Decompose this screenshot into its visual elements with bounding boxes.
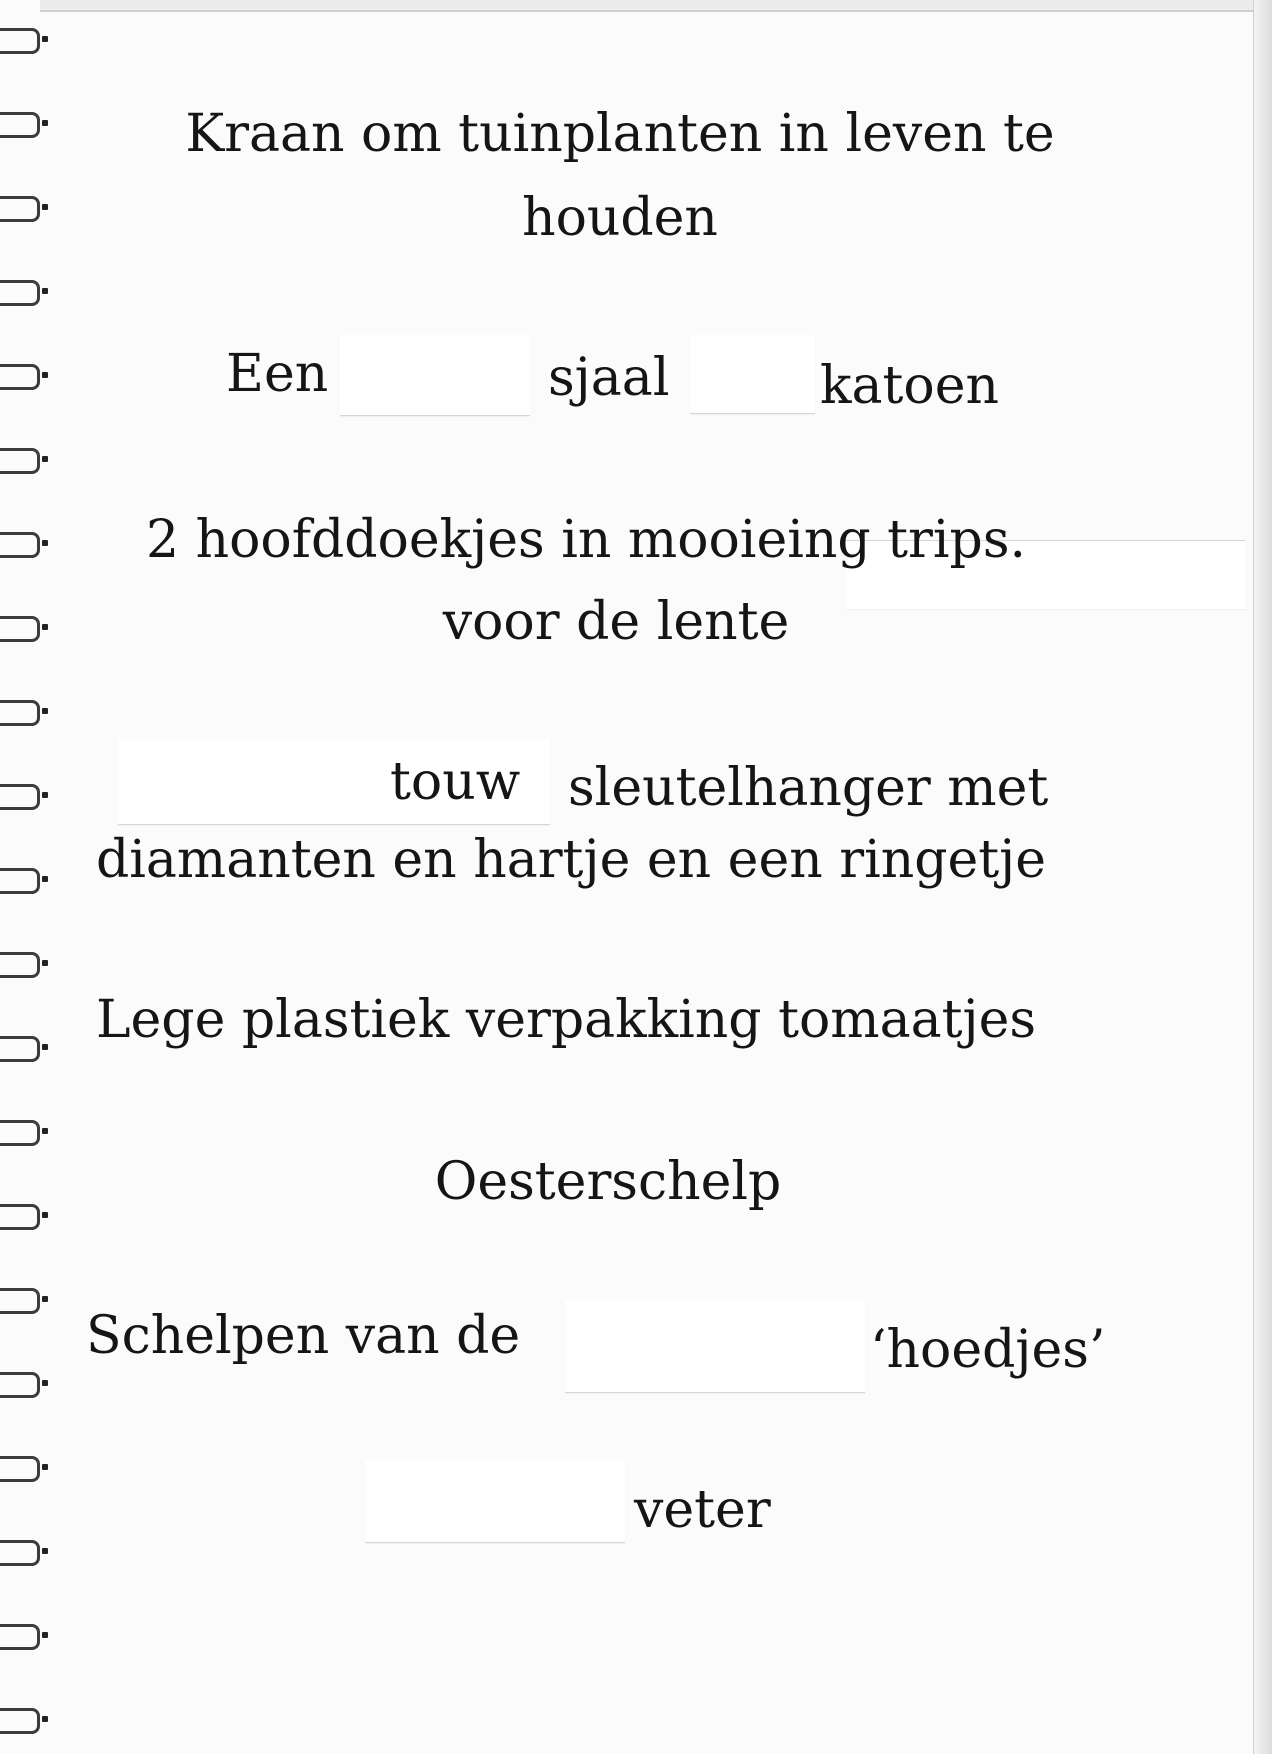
binding-ring bbox=[0, 1708, 40, 1734]
binding-hole bbox=[42, 792, 48, 798]
binding-hole bbox=[42, 1044, 48, 1050]
binding-hole bbox=[42, 372, 48, 378]
binding-ring bbox=[0, 1288, 40, 1314]
binding-ring bbox=[0, 784, 40, 810]
text-line: 2 hoofddoekjes in mooieing trips. bbox=[146, 510, 1027, 570]
binding-hole bbox=[42, 540, 48, 546]
pasted-label-strip bbox=[690, 335, 815, 414]
pasted-label-strip bbox=[565, 1300, 865, 1393]
text-line: veter bbox=[634, 1480, 771, 1540]
binding-ring bbox=[0, 868, 40, 894]
binding-ring bbox=[0, 952, 40, 978]
pasted-label-strip bbox=[340, 335, 530, 416]
text-line: Oesterschelp bbox=[434, 1152, 782, 1212]
binding-hole bbox=[42, 1464, 48, 1470]
binding-hole bbox=[42, 1296, 48, 1302]
text-line: Een bbox=[226, 344, 329, 404]
binding-hole bbox=[42, 1212, 48, 1218]
binding-hole bbox=[42, 288, 48, 294]
text-line: sjaal bbox=[548, 348, 670, 408]
binding-hole bbox=[42, 1716, 48, 1722]
text-line: touw bbox=[390, 752, 521, 812]
pasted-label-strip bbox=[365, 1460, 625, 1543]
binding-ring bbox=[0, 700, 40, 726]
binding-ring bbox=[0, 1456, 40, 1482]
text-line: katoen bbox=[820, 356, 999, 416]
binding-hole bbox=[42, 960, 48, 966]
text-line: sleutelhanger met bbox=[568, 758, 1049, 818]
binding-hole bbox=[42, 456, 48, 462]
text-line: Kraan om tuinplanten in leven te bbox=[185, 104, 1055, 164]
spiral-binding bbox=[0, 0, 58, 1754]
binding-ring bbox=[0, 28, 40, 54]
binding-ring bbox=[0, 280, 40, 306]
binding-ring bbox=[0, 1120, 40, 1146]
text-line: houden bbox=[522, 188, 718, 248]
text-line: Schelpen van de bbox=[86, 1306, 521, 1366]
binding-hole bbox=[42, 1632, 48, 1638]
binding-hole bbox=[42, 708, 48, 714]
binding-hole bbox=[42, 1380, 48, 1386]
binding-ring bbox=[0, 448, 40, 474]
binding-hole bbox=[42, 876, 48, 882]
binding-ring bbox=[0, 1372, 40, 1398]
binding-ring bbox=[0, 532, 40, 558]
binding-ring bbox=[0, 1036, 40, 1062]
text-line: voor de lente bbox=[442, 592, 790, 652]
binding-ring bbox=[0, 364, 40, 390]
binding-ring bbox=[0, 1624, 40, 1650]
text-line: diamanten en hartje en een ringetje bbox=[96, 830, 1047, 890]
page-edge-top bbox=[40, 0, 1272, 12]
text-line: Lege plastiek verpakking tomaatjes bbox=[96, 990, 1037, 1050]
binding-hole bbox=[42, 1128, 48, 1134]
binding-ring bbox=[0, 1540, 40, 1566]
binding-hole bbox=[42, 36, 48, 42]
binding-hole bbox=[42, 1548, 48, 1554]
page-edge-right bbox=[1253, 0, 1272, 1754]
text-line: ‘hoedjes’ bbox=[870, 1320, 1106, 1380]
